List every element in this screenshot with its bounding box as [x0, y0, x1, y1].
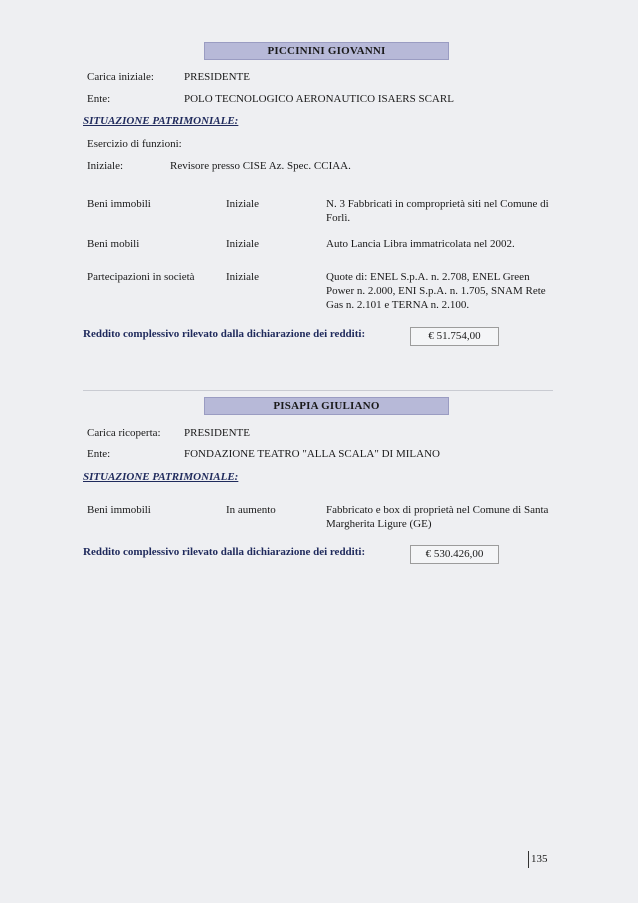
asset-description: N. 3 Fabbricati in comproprietà siti nel Comune di Forlì.	[326, 198, 549, 224]
role-value: PRESIDENTE	[184, 71, 250, 83]
person-name-bar: PICCININI GIOVANNI	[204, 42, 449, 60]
asset-type: Beni immobili	[87, 198, 151, 210]
page-number-bar	[528, 851, 529, 868]
iniziale-value: Revisore presso CISE Az. Spec. CCIAA.	[170, 160, 351, 172]
reddito-value-box: € 530.426,00	[410, 545, 499, 564]
iniziale-label: Iniziale:	[87, 160, 124, 172]
section-title: SITUAZIONE PATRIMONIALE:	[83, 471, 239, 483]
ente-label: Ente:	[87, 448, 111, 460]
esercizio-label: Esercizio di funzioni:	[87, 138, 182, 150]
reddito-label: Reddito complessivo rilevato dalla dichiarazione dei redditi:	[83, 328, 366, 340]
ente-label: Ente:	[87, 93, 111, 105]
reddito-label: Reddito complessivo rilevato dalla dichiarazione dei redditi:	[83, 546, 366, 558]
section-title: SITUAZIONE PATRIMONIALE:	[83, 115, 239, 127]
asset-status: Iniziale	[226, 238, 259, 250]
role-label: Carica iniziale:	[87, 71, 154, 83]
role-value: PRESIDENTE	[184, 427, 250, 439]
ente-value: FONDAZIONE TEATRO "ALLA SCALA" DI MILANO	[184, 448, 440, 460]
asset-type: Beni immobili	[87, 504, 151, 516]
asset-status: In aumento	[226, 504, 276, 516]
page-number: 135	[531, 853, 548, 865]
reddito-value-box: € 51.754,00	[410, 327, 499, 346]
role-label: Carica ricoperta:	[87, 427, 161, 439]
person-name-bar: PISAPIA GIULIANO	[204, 397, 449, 415]
asset-type: Beni mobili	[87, 238, 140, 250]
asset-status: Iniziale	[226, 198, 259, 210]
asset-description: Auto Lancia Libra immatricolata nel 2002.	[326, 238, 515, 250]
asset-description: Fabbricato e box di proprietà nel Comune di Santa Margherita Ligure (GE)	[326, 504, 549, 530]
asset-status: Iniziale	[226, 271, 259, 283]
asset-type: Partecipazioni in società	[87, 271, 195, 283]
section-divider	[83, 390, 553, 391]
ente-value: POLO TECNOLOGICO AERONAUTICO ISAERS SCARL	[184, 93, 454, 105]
asset-description: Quote di: ENEL S.p.A. n. 2.708, ENEL Green Power n. 2.000, ENI S.p.A. n. 1.705, SNAM Rete Gas n. 2.101 e TERNA n. 2.100.	[326, 271, 546, 311]
